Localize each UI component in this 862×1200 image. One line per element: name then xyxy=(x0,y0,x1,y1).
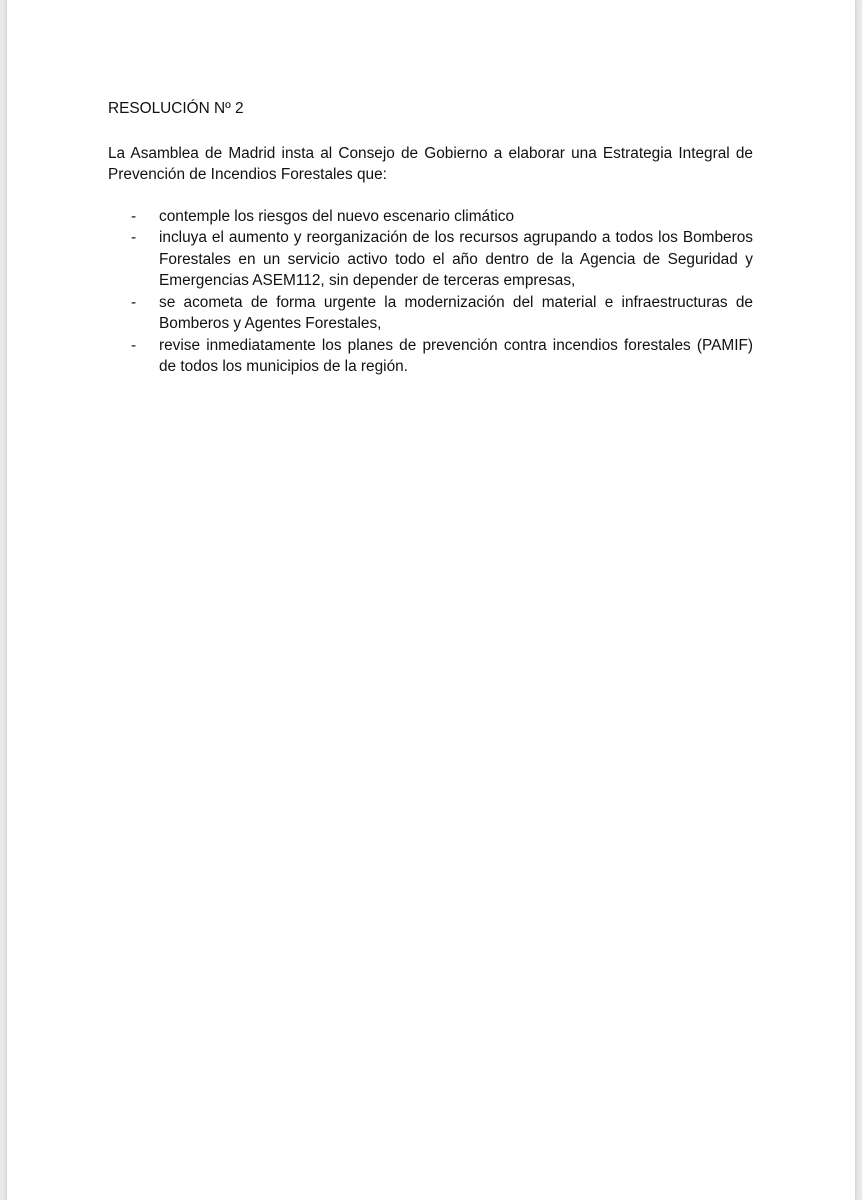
list-item xyxy=(108,335,753,378)
bullet-dash: - xyxy=(131,207,137,225)
list-item-text: se acometa de forma urgente la modernización del material e infraestructuras de Bomberos y Agentes Forestales, xyxy=(159,293,753,332)
bullet-dash: - xyxy=(131,336,137,354)
document-page xyxy=(7,0,855,1200)
bullet-dash: - xyxy=(131,293,137,311)
list-item xyxy=(108,206,753,228)
resolution-title: RESOLUCIÓN Nº 2 xyxy=(108,100,244,117)
list-item-text: revise inmediatamente los planes de prevención contra incendios forestales (PAMIF) de todos los municipios de la región. xyxy=(159,336,753,375)
resolution-items xyxy=(108,206,753,378)
list-item xyxy=(108,227,753,292)
bullet-dash: - xyxy=(131,229,137,246)
intro-paragraph: La Asamblea de Madrid insta al Consejo de Gobierno a elaborar una Estrategia Integral de Prevención de Incendios Forestales que: xyxy=(108,144,753,183)
list-item-text: contemple los riesgos del nuevo escenario climático xyxy=(159,207,515,225)
list-item xyxy=(108,292,753,335)
document-body xyxy=(108,98,753,378)
list-item-text: incluya el aumento y reorganización de los recursos agrupando a todos los Bomberos Forestales en un servicio activo todo el año dentro de la Agencia de Seguridad y Emergencias ASEM112, sin depender de terceras empresas, xyxy=(159,229,753,289)
